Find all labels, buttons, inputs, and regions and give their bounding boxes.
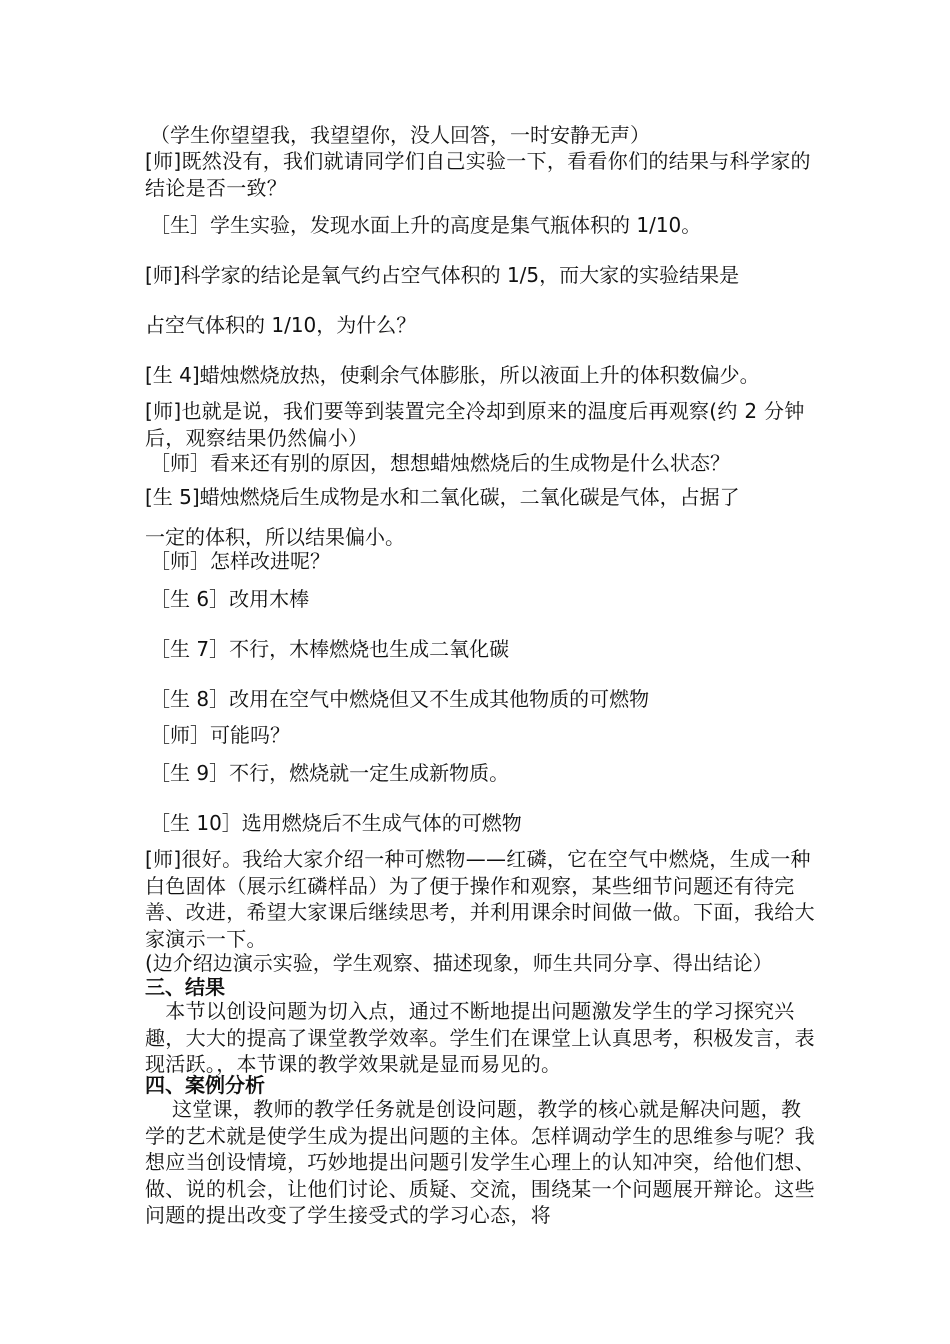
paragraph-teacher-improve: ［师］怎样改进呢？ [150, 549, 330, 573]
paragraph-student-8: ［生 8］改用在空气中燃烧但又不生成其他物质的可燃物 [150, 687, 650, 711]
paragraph-teacher-red-phosphorus: [师]很好。我给大家介绍一种可燃物——红磷，它在空气中燃烧，生成一种白色固体（展示红磷样品）为了便于操作和观察，某些细节问题还有待完善、改进，希望大家课后继续思考，并利用课余时间做一做。下面，我给大家演示一下。 [145, 847, 815, 951]
paragraph-teacher-other-reason: ［师］看来还有别的原因，想想蜡烛燃烧后的生成物是什么状态？ [150, 451, 730, 475]
paragraph-student-6: ［生 6］改用木棒 [150, 587, 310, 611]
paragraph-teacher-possible: ［师］可能吗？ [150, 723, 290, 747]
paragraph-student-silence: （学生你望望我，我望望你，没人回答，一时安静无声） [150, 123, 650, 147]
paragraph-results: 本节以创设问题为切入点，通过不断地提出问题激发学生的学习探究兴趣，大大的提高了课堂教学效率。学生们在课堂上认真思考，积极发言，表现活跃。，本节课的教学效果就是显而易见的。 [145, 999, 815, 1076]
paragraph-student-5-line-1: [生 5]蜡烛燃烧后生成物是水和二氧化碳，二氧化碳是气体，占据了 [145, 485, 740, 509]
paragraph-teacher-question-2: 占空气体积的 1/10，为什么？ [145, 313, 417, 337]
paragraph-case-analysis: 这堂课，教师的教学任务就是创设问题，教学的核心就是解决问题，教学的艺术就是使学生成为提出问题的主体。怎样调动学生的思维参与呢？我想应当创设情境，巧妙地提出问题引发学生心理上的认知冲突，给他们想、做、说的机会，让他们讨论、质疑、交流，围绕某一个问题展开辩论。这些问题的提出改变了学生接受式的学习心态，将 [145, 1097, 815, 1227]
heading-case-analysis: 四、案例分析 [145, 1073, 265, 1097]
paragraph-student-5-line-2: 一定的体积，所以结果偏小。 [145, 525, 405, 549]
paragraph-student-7: ［生 7］不行，木棒燃烧也生成二氧化碳 [150, 637, 510, 661]
paragraph-student-4: [生 4]蜡烛燃烧放热，使剩余气体膨胀，所以液面上升的体积数偏少。 [145, 363, 760, 387]
paragraph-student-9: ［生 9］不行，燃烧就一定生成新物质。 [150, 761, 510, 785]
paragraph-teacher-cooling: [师]也就是说，我们要等到装置完全冷却到原来的温度后再观察(约 2 分钟后，观察结果仍然偏小） [145, 399, 805, 450]
paragraph-teacher-question-1: [师]科学家的结论是氧气约占空气体积的 1/5，而大家的实验结果是 [145, 263, 740, 287]
paragraph-student-10: ［生 10］选用燃烧后不生成气体的可燃物 [150, 811, 522, 835]
heading-results: 三、结果 [145, 975, 225, 999]
paragraph-student-result: ［生］学生实验，发现水面上升的高度是集气瓶体积的 1/10。 [150, 213, 702, 237]
paragraph-teacher-experiment: [师]既然没有，我们就请同学们自己实验一下，看看你们的结果与科学家的结论是否一致？ [145, 149, 811, 200]
paragraph-demo-note: (边介绍边演示实验，学生观察、描述现象，师生共同分享、得出结论） [145, 951, 773, 975]
